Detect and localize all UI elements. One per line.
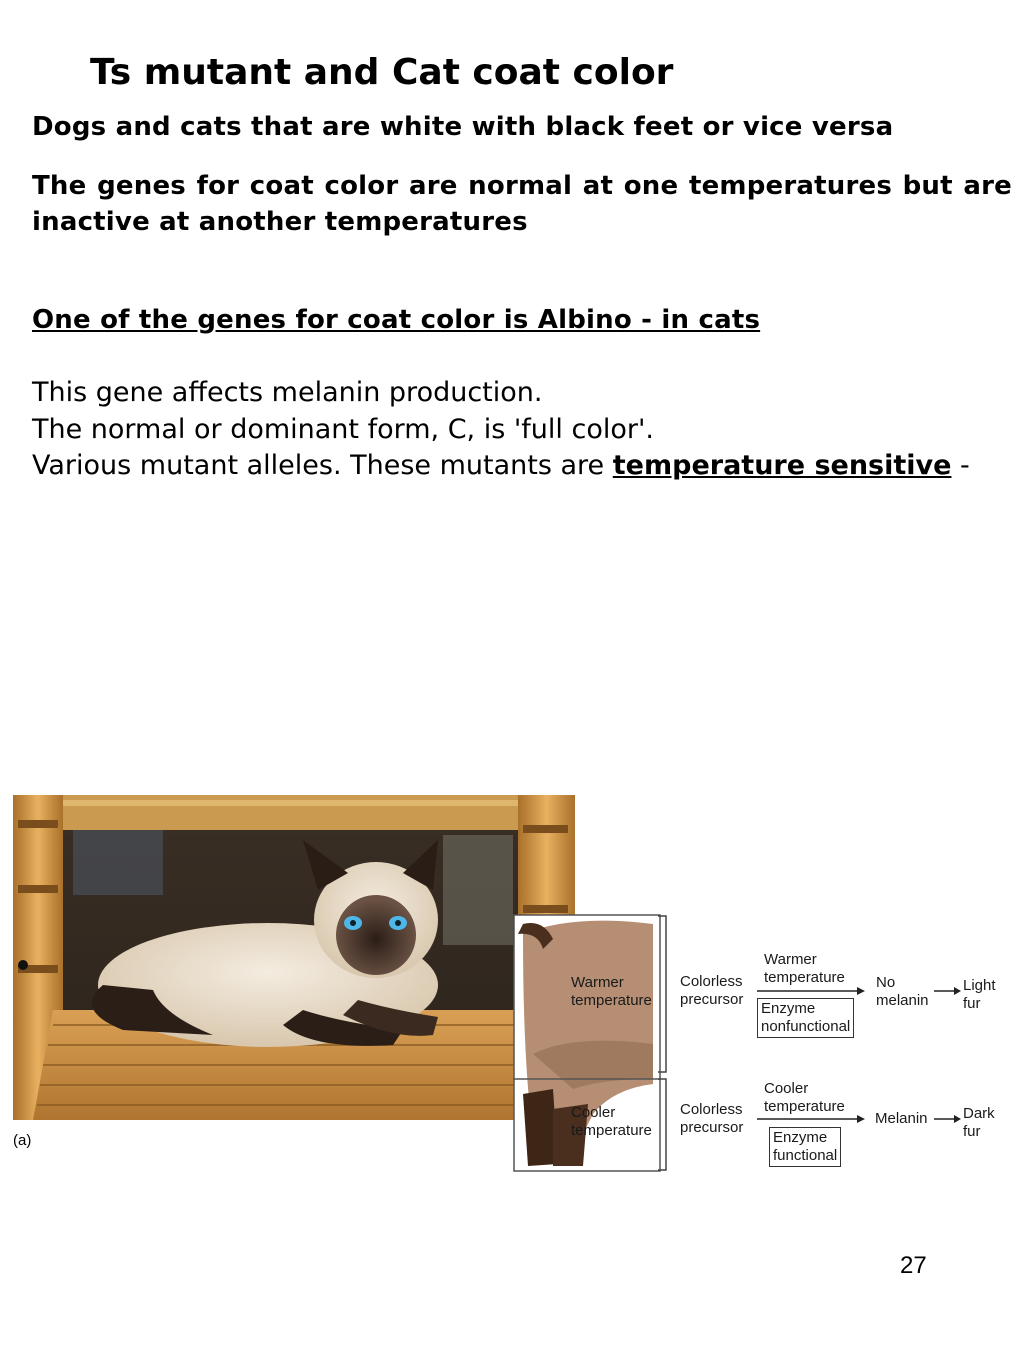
row1-condition (764, 951, 845, 987)
temperature-sensitive-term: temperature sensitive (612, 450, 952, 481)
row2-condition (764, 1080, 845, 1116)
paragraph-albino-heading: One of the genes for coat color is Albino - in cats (32, 305, 761, 335)
warm-region-label-line2: temperature (571, 992, 652, 1009)
row1-product-line1: No (876, 974, 896, 991)
siamese-cat-photo (13, 795, 575, 1120)
row2-result-line1: Dark (963, 1105, 995, 1122)
warm-region-label (571, 974, 652, 1010)
row2-result-line2: fur (963, 1123, 981, 1140)
row1-result (963, 977, 996, 1013)
row2-product (875, 1110, 928, 1128)
row1-arrow-2 (934, 986, 962, 996)
line-mutant-prefix: Various mutant alleles. These mutants are (32, 450, 613, 481)
row1-condition-line1: Warmer (764, 951, 817, 968)
paragraph-dogs-cats: Dogs and cats that are white with black feet or vice versa (32, 112, 894, 142)
row2-arrow (757, 1114, 867, 1124)
row1-enzyme-line1: Enzyme (761, 1000, 816, 1017)
row1-condition-line2: temperature (764, 969, 845, 986)
row2-precursor (680, 1101, 743, 1137)
row1-enzyme-line2: nonfunctional (761, 1018, 851, 1035)
figure-label: (a) (13, 1132, 32, 1149)
line-full-color: The normal or dominant form, C, is 'full color'. (32, 414, 654, 445)
warm-region-label-line1: Warmer (571, 974, 624, 991)
row2-precursor-line2: precursor (680, 1119, 744, 1136)
line-melanin: This gene affects melanin production. (32, 377, 543, 408)
row2-condition-line1: Cooler (764, 1080, 809, 1097)
line-mutant-alleles (32, 450, 970, 481)
row2-result (963, 1105, 995, 1141)
row1-product (876, 974, 929, 1010)
row2-precursor-line1: Colorless (680, 1101, 743, 1118)
row2-product-line1: Melanin (875, 1110, 928, 1127)
row1-result-line1: Light (963, 977, 996, 994)
slide-title: Ts mutant and Cat coat color (90, 52, 674, 93)
row2-condition-line2: temperature (764, 1098, 845, 1115)
row1-enzyme-box (757, 998, 854, 1038)
row2-enzyme-line2: functional (773, 1147, 838, 1164)
page-number: 27 (900, 1252, 927, 1279)
row1-product-line2: melanin (876, 992, 929, 1009)
row2-arrow-2 (934, 1114, 962, 1124)
cool-region-label-line2: temperature (571, 1122, 652, 1139)
diagram-brackets (656, 914, 672, 1174)
cool-region-label (571, 1104, 652, 1140)
row1-result-line2: fur (963, 995, 981, 1012)
row1-precursor-line1: Colorless (680, 973, 743, 990)
paragraph-genes-temperature: The genes for coat color are normal at one temperatures but are inactive at another temperatures (32, 171, 1012, 237)
row1-arrow (757, 986, 867, 996)
cool-region-label-line1: Cooler (571, 1104, 616, 1121)
line-mutant-suffix: - (951, 450, 970, 481)
row2-enzyme-line1: Enzyme (773, 1129, 828, 1146)
row1-precursor (680, 973, 743, 1009)
row1-precursor-line2: precursor (680, 991, 744, 1008)
row2-enzyme-box (769, 1127, 841, 1167)
